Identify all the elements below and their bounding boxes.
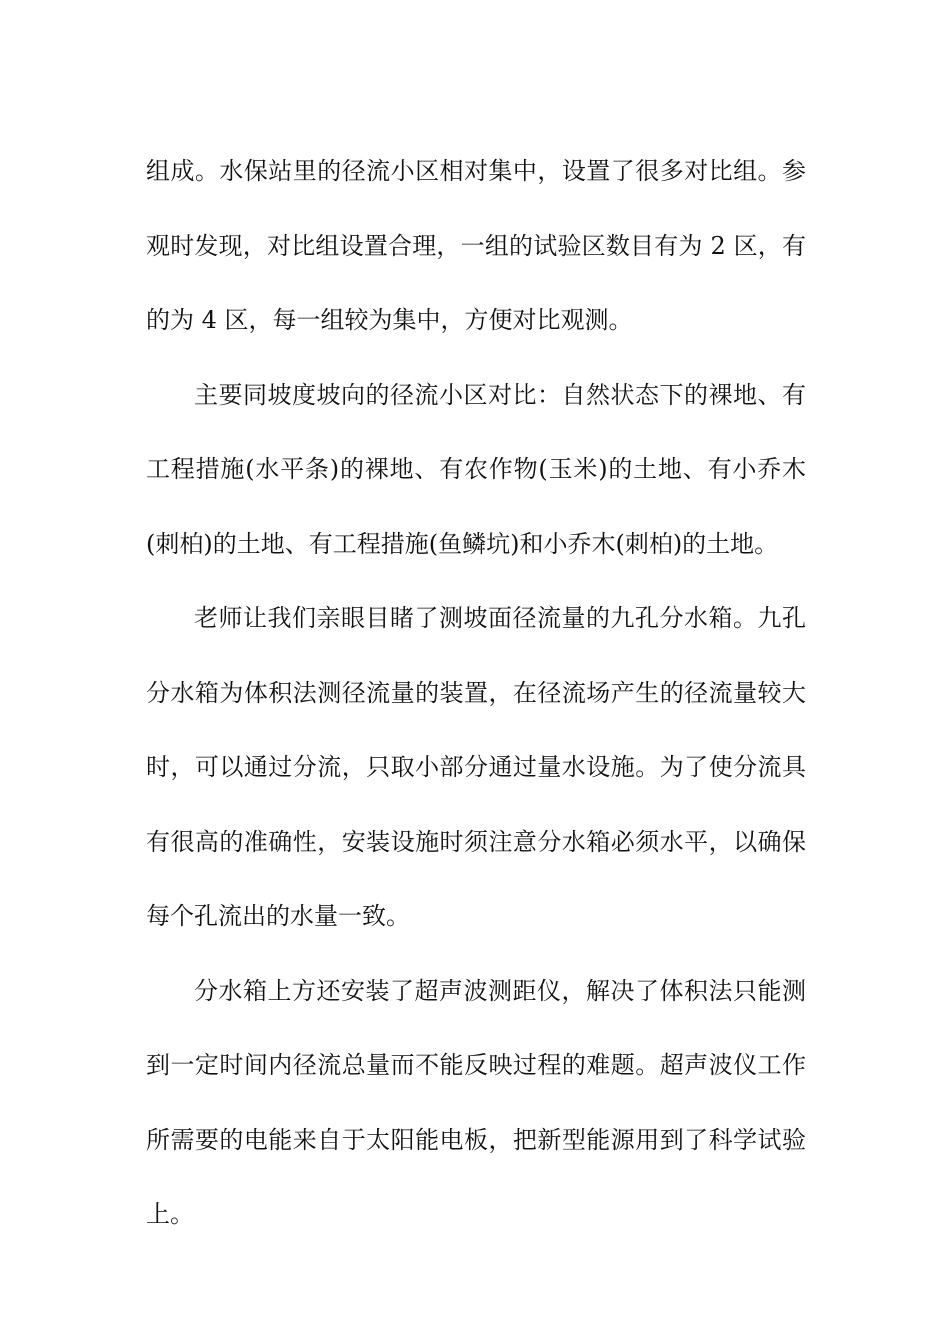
paragraph-nine-hole-divider-box: 老师让我们亲眼目睹了测坡面径流量的九孔分水箱。九孔分水箱为体积法测径流量的装置，在径流场产生的径流量较大时，可以通过分流，只取小部分通过量水设施。为了使分流具有很高的准确性，安装设施时须注意分水箱必须水平，以确保每个孔流出的水量一致。 <box>146 604 806 930</box>
paragraph-ultrasonic-rangefinder: 分水箱上方还安装了超声波测距仪，解决了体积法只能测到一定时间内径流总量而不能反映过程的难题。超声波仪工作所需要的电能来自于太阳能电板，把新型能源用到了科学试验上。 <box>146 976 806 1228</box>
paragraph-runoff-plot-comparison: 主要同坡度坡向的径流小区对比：自然状态下的裸地、有工程措施(水平条)的裸地、有农作物(玉米)的土地、有小乔木(刺柏)的土地、有工程措施(鱼鳞坑)和小乔木(刺柏)的土地。 <box>146 380 806 558</box>
document-body <box>146 134 806 1252</box>
paragraph-continuation: 组成。水保站里的径流小区相对集中，设置了很多对比组。参观时发现，对比组设置合理，一组的试验区数目有为 2 区，有的为 4 区，每一组较为集中，方便对比观测。 <box>146 157 806 334</box>
